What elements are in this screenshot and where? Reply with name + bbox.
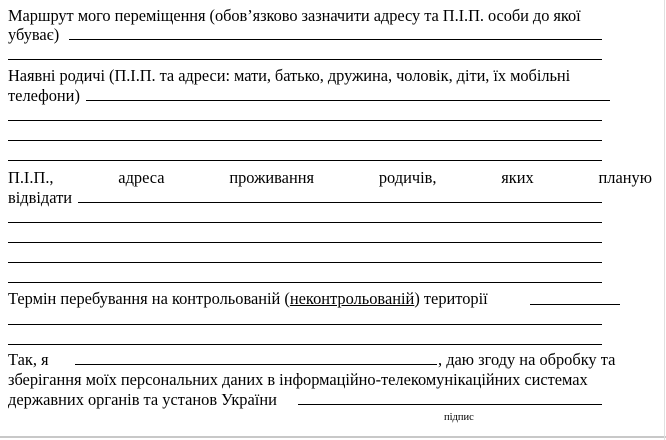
signature-input-line[interactable] [298, 404, 602, 405]
visit-word: яких [501, 168, 534, 187]
visit-word: планую [598, 168, 652, 187]
route-label-line1: Маршрут мого переміщення (обов’язково зазначити адресу та П.І.П. особи до якої [8, 6, 581, 25]
visit-input-line-5[interactable] [8, 282, 602, 283]
consent-line1-suffix: , даю згоду на обробку та [438, 350, 616, 369]
term-extra-line-1[interactable] [8, 324, 602, 325]
visit-input-line-2[interactable] [8, 222, 602, 223]
consent-prefix: Так, я [8, 350, 49, 369]
route-input-line-2[interactable] [8, 59, 602, 60]
term-label-underlined: неконтрольованій [289, 289, 415, 308]
term-label-prefix: Термін перебування на контрольованій ( [8, 289, 290, 308]
relatives-label-line1: Наявні родичі (П.І.П. та адреси: мати, батько, дружина, чоловік, діти, їх мобільні [8, 66, 571, 85]
route-label-line2: убуває) [8, 25, 60, 44]
visit-word: П.І.П., [8, 168, 54, 187]
visit-word: адреса [118, 168, 165, 187]
relatives-input-line-4[interactable] [8, 160, 602, 161]
consent-line2: зберігання моїх персональних даних в інформаційно-телекомунікаційних системах [8, 370, 588, 389]
term-input-line[interactable] [530, 304, 620, 305]
visit-input-line-3[interactable] [8, 242, 602, 243]
signature-label: підпис [444, 412, 474, 423]
relatives-input-line-2[interactable] [8, 120, 602, 121]
term-extra-line-2[interactable] [8, 344, 602, 345]
term-label [8, 289, 488, 309]
relatives-input-line-3[interactable] [8, 140, 602, 141]
page-right-border [664, 0, 665, 440]
consent-line3: державних органів та установ України [8, 390, 277, 409]
relatives-input-line-1[interactable] [86, 100, 610, 101]
visit-word: проживання [229, 168, 315, 187]
visit-label-line2: відвідати [8, 188, 73, 207]
term-label-suffix: ) території [414, 289, 488, 308]
relatives-label-line2: телефони) [8, 86, 80, 105]
visit-label-line1 [8, 168, 652, 188]
visit-word: родичів, [378, 168, 437, 187]
route-input-line-1[interactable] [69, 39, 602, 40]
visit-input-line-1[interactable] [78, 202, 602, 203]
consent-name-input-line[interactable] [75, 364, 437, 365]
page-bottom-border [0, 436, 666, 438]
visit-input-line-4[interactable] [8, 262, 602, 263]
